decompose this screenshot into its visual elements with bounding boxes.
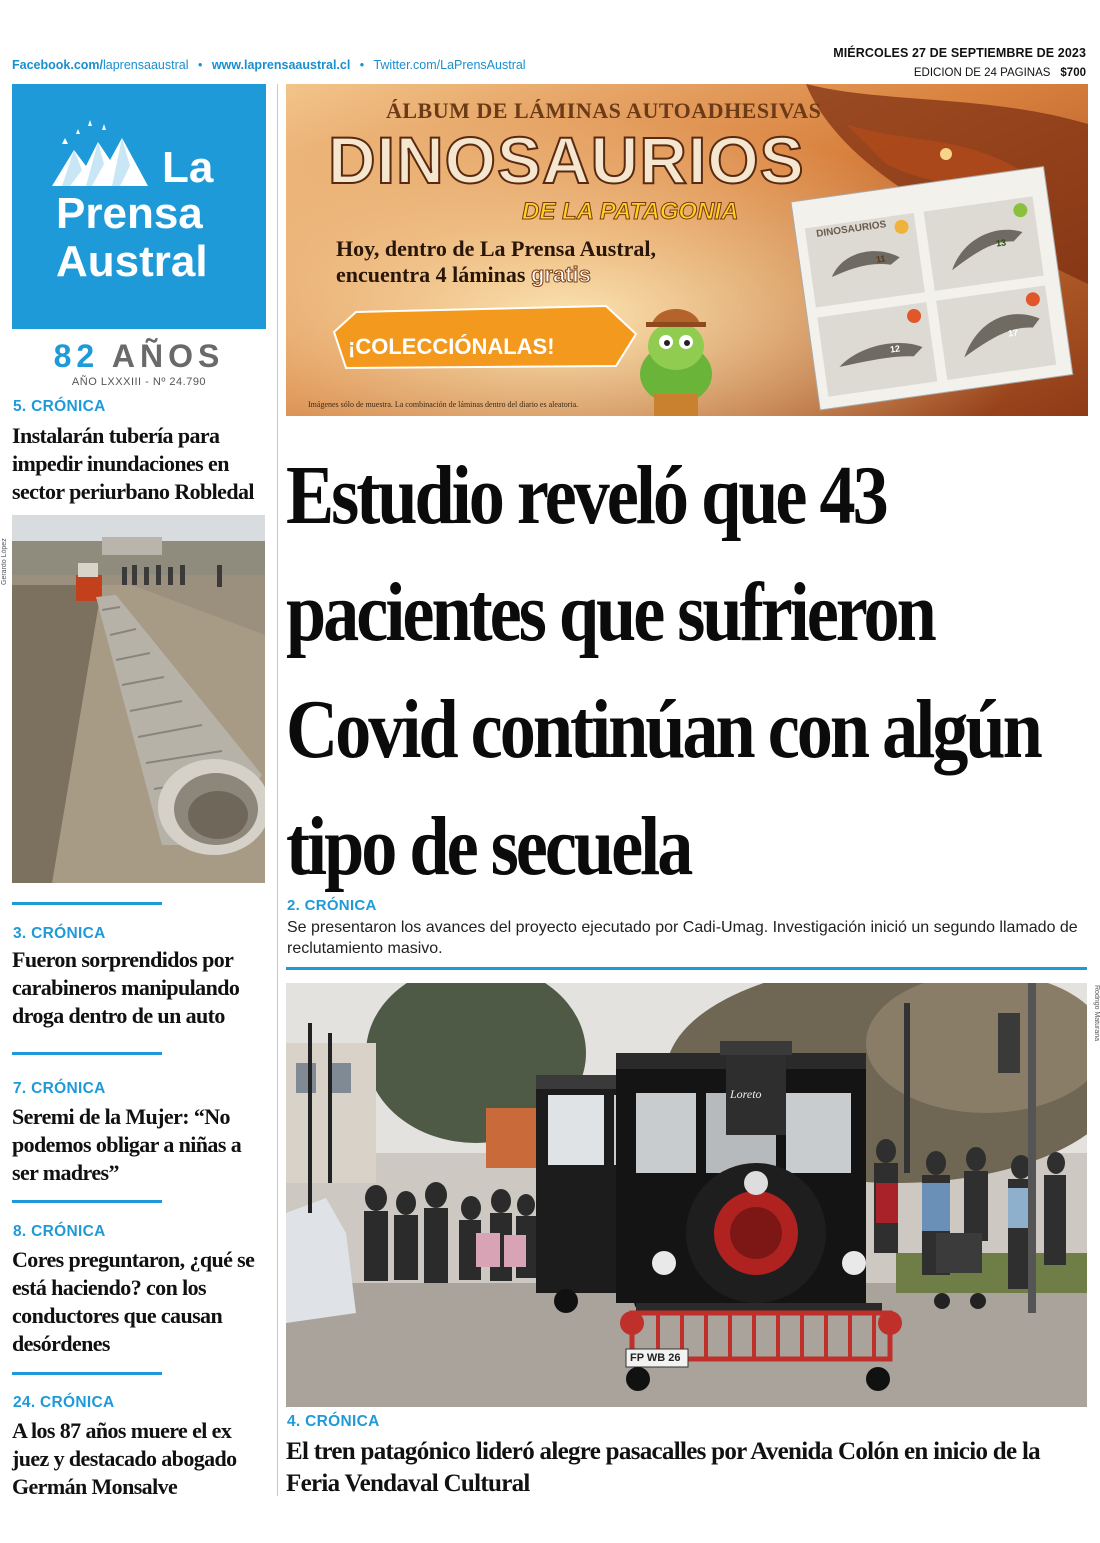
facebook-link[interactable]: Facebook.com/laprensaaustral — [12, 58, 189, 72]
photo-story-section[interactable]: 4. CRÓNICA — [287, 1413, 380, 1430]
column-divider — [277, 84, 278, 1496]
ad-title: DINOSAURIOS — [328, 123, 805, 197]
sidebar-story-headline[interactable]: Fueron sorprendidos por carabineros manipulando droga dentro de un auto — [12, 947, 240, 1028]
anniversary-label: 82 AÑOS — [53, 338, 225, 374]
ad-kicker: ÁLBUM DE LÁMINAS AUTOADHESIVAS — [386, 98, 822, 123]
sidebar-story-section[interactable]: 8. CRÓNICA — [13, 1223, 106, 1240]
ad-card-number: 13 — [995, 237, 1007, 249]
sidebar-story-section[interactable]: 3. CRÓNICA — [13, 925, 106, 942]
pipe-installation-photo[interactable] — [12, 515, 265, 883]
logo-text-prensa: Prensa — [56, 189, 203, 238]
sidebar-rule — [12, 1052, 162, 1055]
website-link[interactable]: www.laprensaaustral.cl — [211, 58, 351, 72]
train-license-plate: FP WB 26 — [630, 1352, 681, 1364]
main-story-section[interactable]: 2. CRÓNICA — [287, 897, 377, 914]
sidebar-story-section[interactable]: 24. CRÓNICA — [13, 1394, 115, 1411]
masthead-logo[interactable] — [12, 84, 266, 329]
section-rule — [286, 967, 1087, 970]
edition-pages: EDICION DE 24 PAGINAS — [913, 67, 1051, 79]
sidebar-story-headline[interactable]: Instalarán tubería para impedir inundaciones en sector periurbano Robledal — [12, 423, 254, 504]
train-photo-illustration — [286, 983, 1087, 1407]
ad-card-number: 12 — [889, 343, 901, 355]
patagonian-train-photo[interactable] — [286, 983, 1087, 1407]
ad-album-label: DINOSAURIOS — [815, 219, 887, 240]
sidebar-story-headline[interactable]: Cores preguntaron, ¿qué se está haciendo? con los conductores que causan desórdenes — [12, 1247, 255, 1356]
sidebar-story-section[interactable]: 7. CRÓNICA — [13, 1080, 106, 1097]
ad-subtitle: DE LA PATAGONIA — [522, 198, 739, 225]
social-links-bar: Facebook.com/laprensaaustral • www.laprensaaustral.cl • Twitter.com/LaPrensAustral — [12, 58, 526, 72]
sidebar-rule — [12, 1372, 162, 1375]
issue-date: MIÉRCOLES 27 DE SEPTIEMBRE DE 2023 — [833, 46, 1086, 60]
photo-credit: Rodrigo Maturana — [1093, 985, 1100, 1042]
main-headline[interactable]: Estudio reveló que 43 pacientes que sufrieron Covid continúan con algún tipo de secuela — [286, 449, 1040, 893]
logo-text-austral: Austral — [56, 237, 208, 286]
mountain-logo-icon — [52, 114, 162, 189]
sidebar-story-headline[interactable]: Seremi de la Mujer: “No podemos obligar a niñas a ser madres” — [12, 1104, 242, 1185]
pipe-photo-illustration — [12, 515, 265, 883]
dinosaur-album-ad[interactable] — [286, 84, 1088, 416]
sidebar-story-headline[interactable]: A los 87 años muere el ex juez y destacado abogado Germán Monsalve — [12, 1418, 237, 1499]
twitter-link[interactable]: Twitter.com/LaPrensAustral — [373, 58, 526, 72]
logo-text-la: La — [162, 143, 214, 192]
sidebar-story-section[interactable]: 5. CRÓNICA — [13, 398, 106, 415]
train-name-plate: Loreto — [730, 1087, 762, 1101]
ad-disclaimer: Imágenes sólo de muestra. La combinación de láminas dentro del diario es aleatoria. — [308, 400, 579, 409]
photo-credit: Gerardo López — [1, 538, 8, 585]
edition-info — [914, 67, 1086, 79]
issue-number: AÑO LXXXIII - Nº 24.790 — [71, 376, 207, 388]
ad-card-number: 17 — [1007, 327, 1019, 339]
main-story-subhead: Se presentaron los avances del proyecto ejecutado por Cadi-Umag. Investigación inició un segundo llamado de reclutamiento masivo. — [287, 919, 1078, 957]
sidebar-rule — [12, 1200, 162, 1203]
ad-card-number: 11 — [875, 253, 887, 265]
ad-badge: ¡COLECCIÓNALAS! — [348, 334, 555, 359]
price: $700 — [1060, 67, 1086, 79]
ad-body: Hoy, dentro de La Prensa Austral, encuentra 4 láminas gratis — [336, 236, 657, 287]
sidebar-rule — [12, 902, 162, 905]
photo-story-headline[interactable]: El tren patagónico lideró alegre pasacalles por Avenida Colón en inicio de la Feria Vendaval Cultural — [286, 1438, 1040, 1497]
